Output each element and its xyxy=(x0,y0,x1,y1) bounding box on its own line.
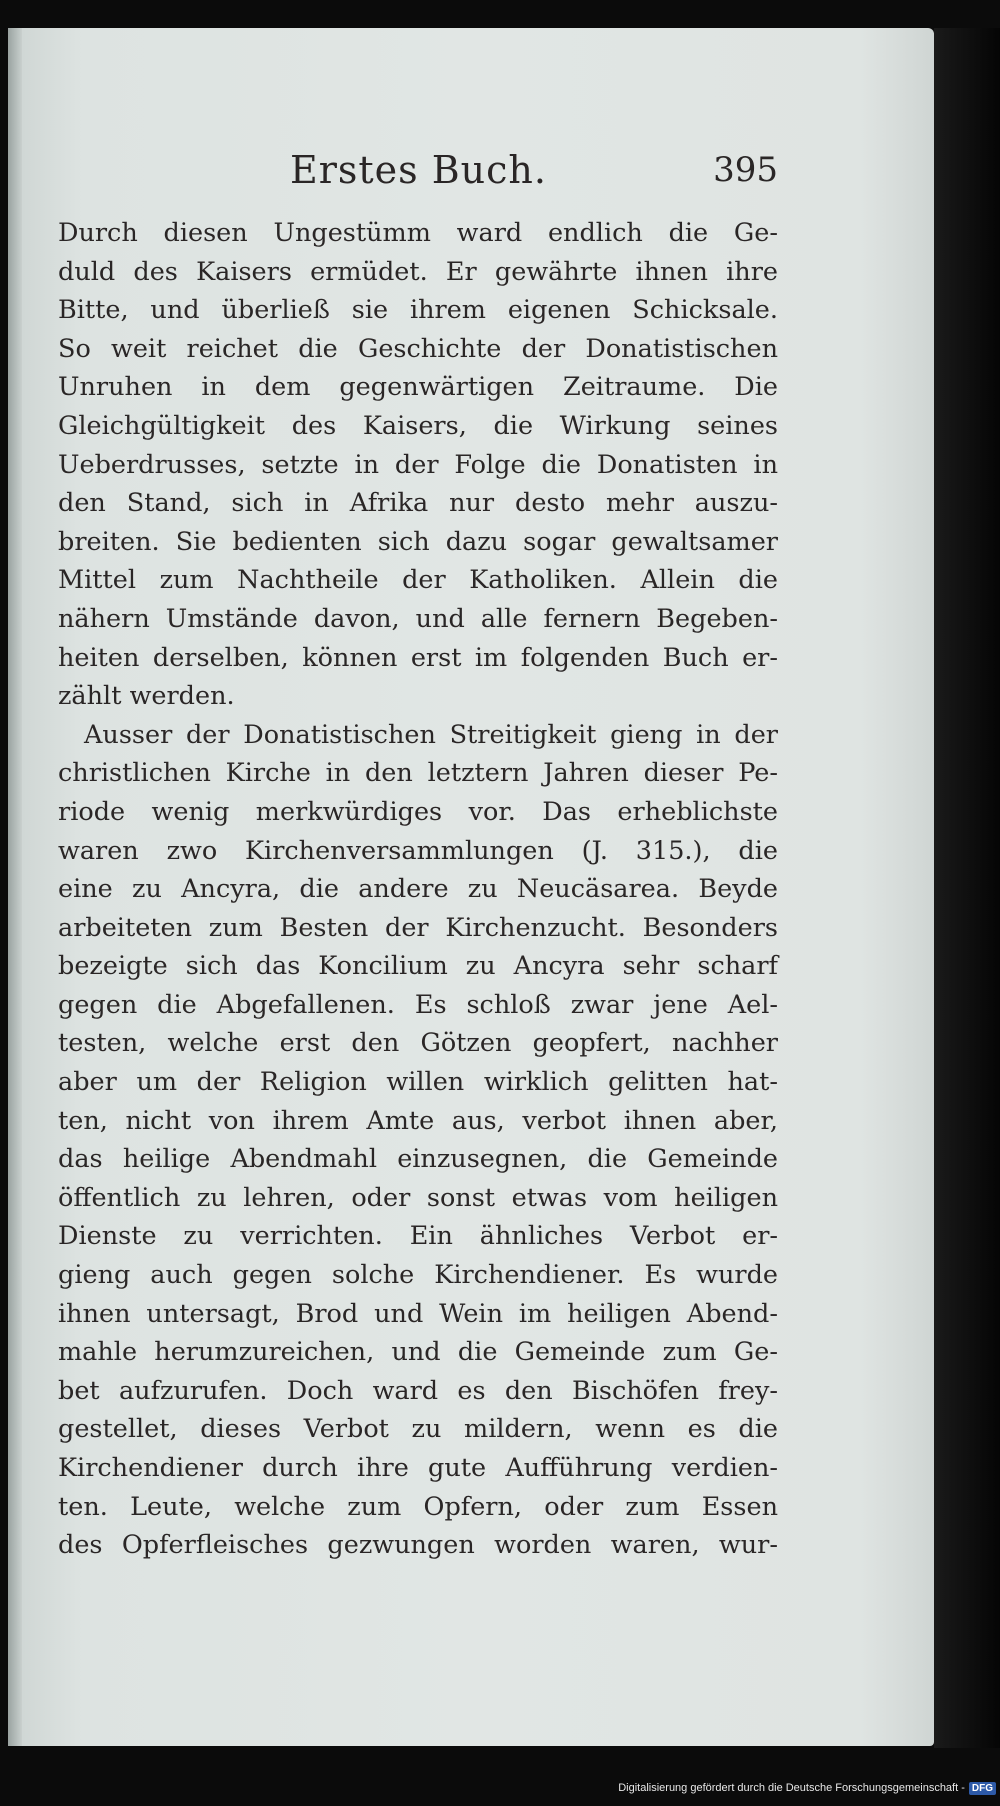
text-line: mahle herumzureichen, und die Gemeinde zum Ge- xyxy=(58,1337,778,1368)
binding-edge xyxy=(934,28,1000,1748)
text-line: aber um der Religion willen wirklich gelitten hat- xyxy=(58,1067,778,1098)
text-line: Ueberdrusses, setzte in der Folge die Donatisten in xyxy=(58,449,778,480)
text-line: Kirchendiener durch ihre gute Aufführung verdien- xyxy=(58,1453,778,1483)
text-line: gestellet, dieses Verbot zu mildern, wenn es die xyxy=(58,1414,778,1445)
running-head: Erstes Buch. xyxy=(290,148,547,192)
text-line: öffentlich zu lehren, oder sonst etwas vom heiligen xyxy=(58,1182,778,1213)
text-line: zählt werden. xyxy=(58,681,235,712)
text-line: Bitte, und überließ sie ihrem eigenen Schicksale. xyxy=(58,295,778,326)
page-number: 395 xyxy=(713,150,778,190)
dfg-logo: DFG xyxy=(969,1782,996,1795)
text-line: eine zu Ancyra, die andere zu Neucäsarea. Beyde xyxy=(58,874,778,905)
text-line: duld des Kaisers ermüdet. Er gewährte ihnen ihre xyxy=(58,256,778,287)
text-line: gegen die Abgefallenen. Es schloß zwar jene Ael- xyxy=(58,989,778,1020)
text-line: Gleichgültigkeit des Kaisers, die Wirkung seines xyxy=(58,410,778,441)
page-header xyxy=(62,148,778,200)
text-line: bezeigte sich das Koncilium zu Ancyra sehr scharf xyxy=(58,951,778,982)
digitization-note: Digitalisierung gefördert durch die Deutsche Forschungsgemeinschaft - xyxy=(618,1782,965,1794)
text-line: Dienste zu verrichten. Ein ähnliches Verbot er- xyxy=(58,1221,778,1252)
text-line: Durch diesen Ungestümm ward endlich die Ge- xyxy=(58,218,778,248)
text-line: riode wenig merkwürdiges vor. Das erheblichste xyxy=(58,796,778,827)
text-line: heiten derselben, können erst im folgenden Buch er- xyxy=(58,642,778,673)
text-line: waren zwo Kirchenversammlungen (J. 315.), die xyxy=(58,835,778,866)
text-line: Mittel zum Nachtheile der Katholiken. Allein die xyxy=(58,565,778,596)
body-text xyxy=(58,214,778,1565)
text-line: arbeiteten zum Besten der Kirchenzucht. Besonders xyxy=(58,912,778,943)
text-line: ihnen untersagt, Brod und Wein im heiligen Abend- xyxy=(58,1298,778,1329)
text-line: gieng auch gegen solche Kirchendiener. Es wurde xyxy=(58,1260,778,1291)
digitization-footer xyxy=(600,1782,996,1802)
page-gutter xyxy=(8,28,22,1746)
text-line: So weit reichet die Geschichte der Donatistischen xyxy=(58,333,778,364)
text-line: des Opferfleisches gezwungen worden waren, wur- xyxy=(58,1530,778,1561)
text-line: Unruhen in dem gegenwärtigen Zeitraume. Die xyxy=(58,372,778,403)
text-line: christlichen Kirche in den letztern Jahren dieser Pe- xyxy=(58,758,778,789)
text-line: ten, nicht von ihrem Amte aus, verbot ihnen aber, xyxy=(58,1105,778,1136)
text-line: bet aufzurufen. Doch ward es den Bischöfen frey- xyxy=(58,1375,778,1406)
text-line: das heilige Abendmahl einzusegnen, die Gemeinde xyxy=(58,1144,778,1175)
text-line: breiten. Sie bedienten sich dazu sogar gewaltsamer xyxy=(58,526,778,557)
text-line: Ausser der Donatistischen Streitigkeit gieng in der xyxy=(84,719,778,750)
text-line: testen, welche erst den Götzen geopfert, nachher xyxy=(58,1028,778,1059)
text-line: den Stand, sich in Afrika nur desto mehr auszu- xyxy=(58,488,778,519)
text-line: nähern Umstände davon, und alle fernern Begeben- xyxy=(58,603,778,634)
text-line: ten. Leute, welche zum Opfern, oder zum Essen xyxy=(58,1491,778,1522)
